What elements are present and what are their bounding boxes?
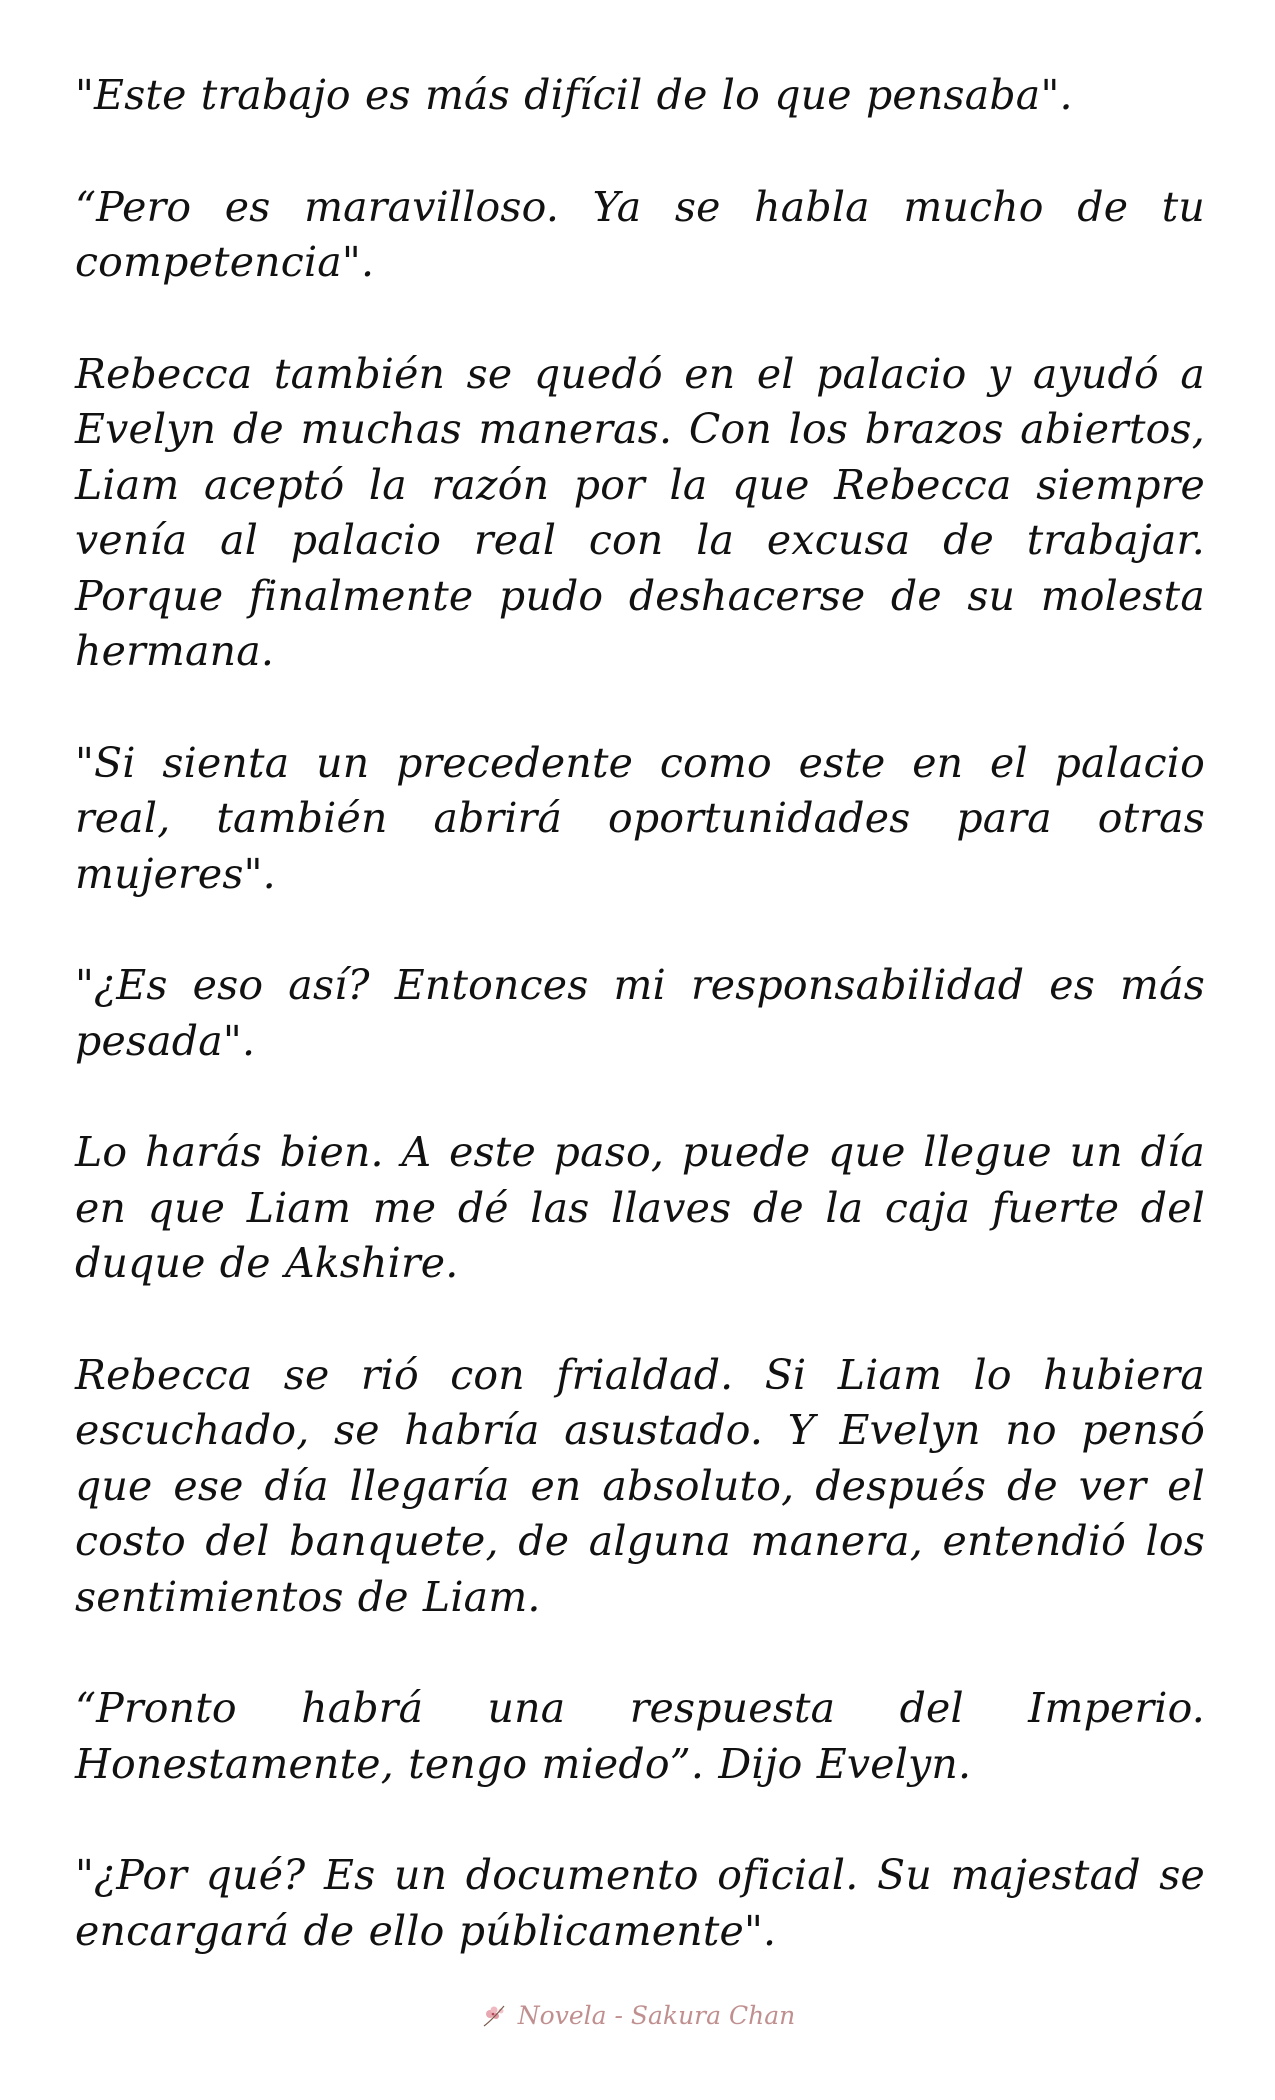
paragraph: “Pero es maravilloso. Ya se habla mucho de tu competencia".	[75, 182, 1205, 286]
document-body	[75, 68, 1205, 2015]
cherry-blossom-icon	[480, 2000, 510, 2030]
footer-text: Novela - Sakura Chan	[517, 2000, 796, 2030]
paragraph: "Este trabajo es más difícil de lo que pensaba".	[75, 71, 1073, 119]
watermark-footer	[0, 2000, 1275, 2036]
paragraph: Rebecca se rió con frialdad. Si Liam lo hubiera escuchado, se habría asustado. Y Evelyn no pensó que ese día llegaría en absoluto, después de ver el costo del banquete, de alguna manera, entendió los sentimientos de Liam.	[75, 1350, 1205, 1621]
paragraph: "Si sienta un precedente como este en el palacio real, también abrirá oportunidades para otras mujeres".	[75, 738, 1205, 898]
paragraph: Lo harás bien. A este paso, puede que llegue un día en que Liam me dé las llaves de la caja fuerte del duque de Akshire.	[75, 1128, 1205, 1287]
paragraph: Rebecca también se quedó en el palacio y ayudó a Evelyn de muchas maneras. Con los brazos abiertos, Liam aceptó la razón por la que Rebecca siempre venía al palacio real con la excusa de trabajar. Porque finalmente pudo deshacerse de su molesta hermana.	[75, 349, 1205, 675]
paragraph: "¿Por qué? Es un documento oficial. Su majestad se encargará de ello públicamente".	[75, 1851, 1205, 1955]
paragraph: "¿Es eso así? Entonces mi responsabilidad es más pesada".	[75, 961, 1205, 1065]
paragraph: “Pronto habrá una respuesta del Imperio. Honestamente, tengo miedo”. Dijo Evelyn.	[75, 1684, 1205, 1788]
